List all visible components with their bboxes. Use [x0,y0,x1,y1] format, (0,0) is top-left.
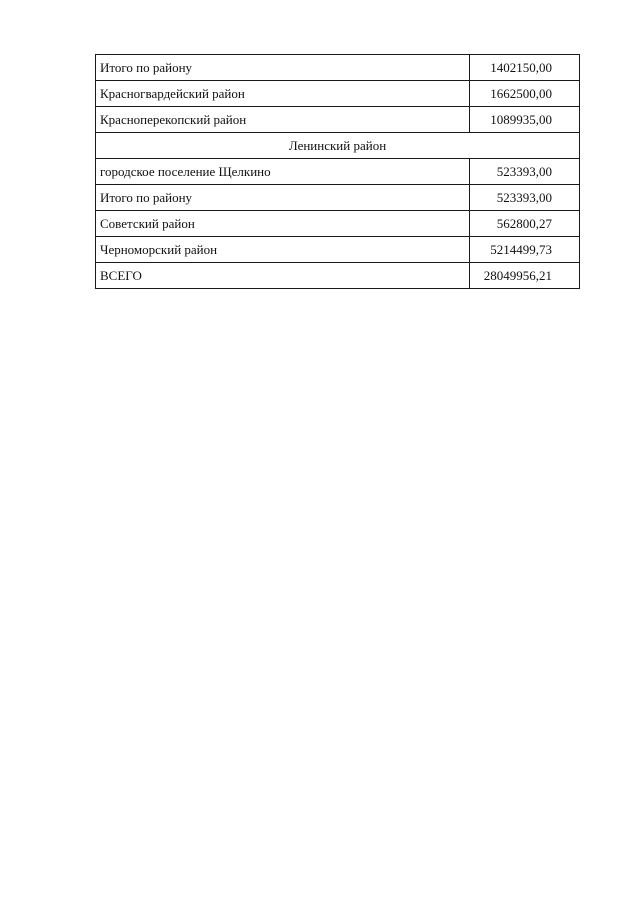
row-name-cell: Красноперекопский район [96,107,470,133]
row-amount-cell: 5214499,73 [470,237,580,263]
total-label-cell: ВСЕГО [96,263,470,289]
table-row [96,237,580,263]
funding-table [95,54,580,289]
row-name-cell: Черноморский район [96,237,470,263]
row-amount-cell: 523393,00 [470,185,580,211]
section-heading-cell: Ленинский район [96,133,580,159]
table-row [96,211,580,237]
table-row [96,159,580,185]
row-amount-cell: 562800,27 [470,211,580,237]
row-name-cell: Советский район [96,211,470,237]
total-amount-cell: 28049956,21 [470,263,580,289]
table-row [96,107,580,133]
row-name-cell: городское поселение Щелкино [96,159,470,185]
row-amount-cell: 523393,00 [470,159,580,185]
row-name-cell: Итого по району [96,55,470,81]
row-name-cell: Итого по району [96,185,470,211]
row-amount-cell: 1089935,00 [470,107,580,133]
table-row [96,185,580,211]
row-name-cell: Красногвардейский район [96,81,470,107]
table-row [96,55,580,81]
section-heading-row [96,133,580,159]
total-row [96,263,580,289]
table-row [96,81,580,107]
row-amount-cell: 1662500,00 [470,81,580,107]
row-amount-cell: 1402150,00 [470,55,580,81]
